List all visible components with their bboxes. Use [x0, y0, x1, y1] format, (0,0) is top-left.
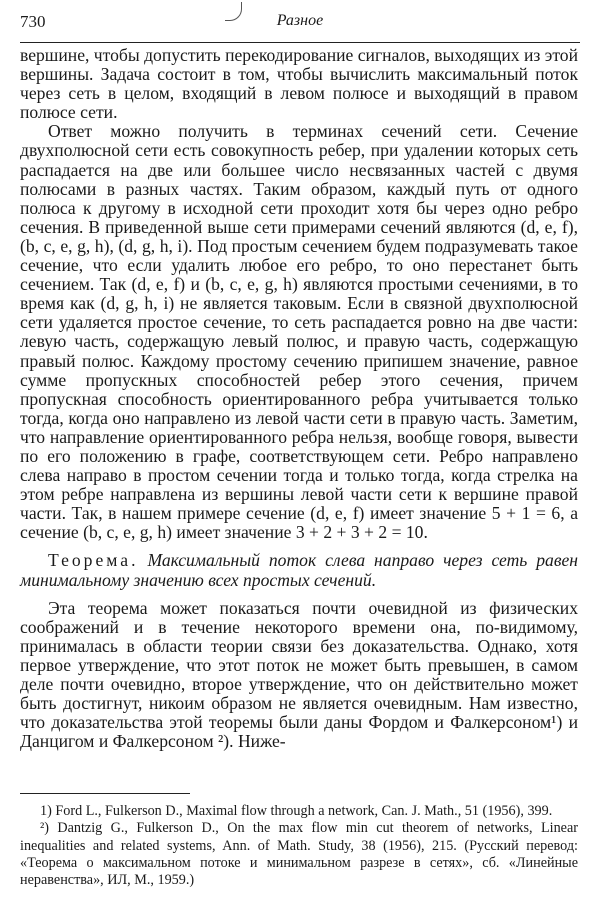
page-number: 730 — [20, 12, 46, 31]
header-rule — [20, 42, 580, 43]
theorem-text: Максимальный поток слева направо через сеть равен минимальному значению всех простых сечений. — [20, 550, 578, 590]
theorem — [20, 551, 578, 589]
page-header — [20, 12, 580, 36]
paragraph: вершине, чтобы допустить перекодирование сигналов, выходящих из этой вершины. Задача состоит в том, чтобы вычислить максимальный поток через сеть в целом, входящий в левом полюсе и выходящий в правом полюсе сети. — [20, 45, 578, 123]
running-title: Разное — [276, 12, 324, 29]
paragraph: Ответ можно получить в терминах сечений сети. Сечение двухполюсной сети есть совокупность ребер, при удалении которых сеть распадается на две или большее число несвязанных частей с двумя полюсами в разных частях. Таким образом, каждый путь от одного полюса к другому в исходной сети проходит хотя бы через одно ребро сечения. В приведенной выше сети примерами сечений являются (d, e, f), (b, c, e, g, h), (d, g, h, i). Под простым сечением будем подразумевать такое сечение, что если удалить любое его ребро, то оно перестанет быть сечением. Так (d, e, f) и (b, c, e, g, h) являются простыми сечениями, в то время как (d, g, h, i) не является таковым. Если в связной двухполюсной сети удаляется простое сечение, то сеть распадается ровно на две части: левую часть, содержащую левый полюс, и правую часть, содержащую правый полюс. Каждому простому сечению припишем значение, равное сумме пропускных способностей ребер этого сечения, причем пропускная способность ориентированного ребра учитывается только тогда, когда оно направлено из левой части сети в правую часть. Заметим, что направление ориентированного ребра нельзя, вообще говоря, вывести по его положению в графе, соответствующем сети. Ребро направлено слева направо в простом сечении тогда и только тогда, когда стрелка на этом ребре направлена из вершины левой части сети к вершине правой части. Так, в нашем примере сечение (d, e, f) имеет значение 5 + 1 = 6, а сечение (b, c, e, g, h) имеет значение 3 + 2 + 3 + 2 = 10. — [20, 121, 578, 543]
footnote-1: 1) Ford L., Fulkerson D., Maximal flow through a network, Can. J. Math., 51 (1956), 399. — [40, 803, 553, 819]
footnotes — [20, 803, 578, 889]
main-text — [20, 46, 578, 751]
theorem-label: Теорема. — [48, 550, 139, 571]
paragraph: Эта теорема может показаться почти очевидной из физических соображений и в течение некоторого времени она, по-видимому, принималась в области теории связи без доказательства. Однако, хотя первое утверждение, что этот поток не может быть превышен, в самом деле почти очевидно, второе утверждение, что он действительно может быть достигнут, никоим образом не является очевидным. Нам известно, что доказательства этой теоремы были даны Фордом и Фалкерсоном¹) и Данцигом и Фалкерсоном ²). Ниже- — [20, 597, 578, 752]
footnote-2: ²) Dantzig G., Fulkerson D., On the max flow min cut theorem of networks, Linear inequalities and related systems, Ann. of Math. Study, 38 (1956), 215. (Русский перевод: «Теорема о максимальном потоке и минимальном разрезе в сетях», сб. «Линейные неравенства», ИЛ, М., 1959.) — [20, 820, 578, 889]
footnote-rule — [20, 793, 190, 794]
